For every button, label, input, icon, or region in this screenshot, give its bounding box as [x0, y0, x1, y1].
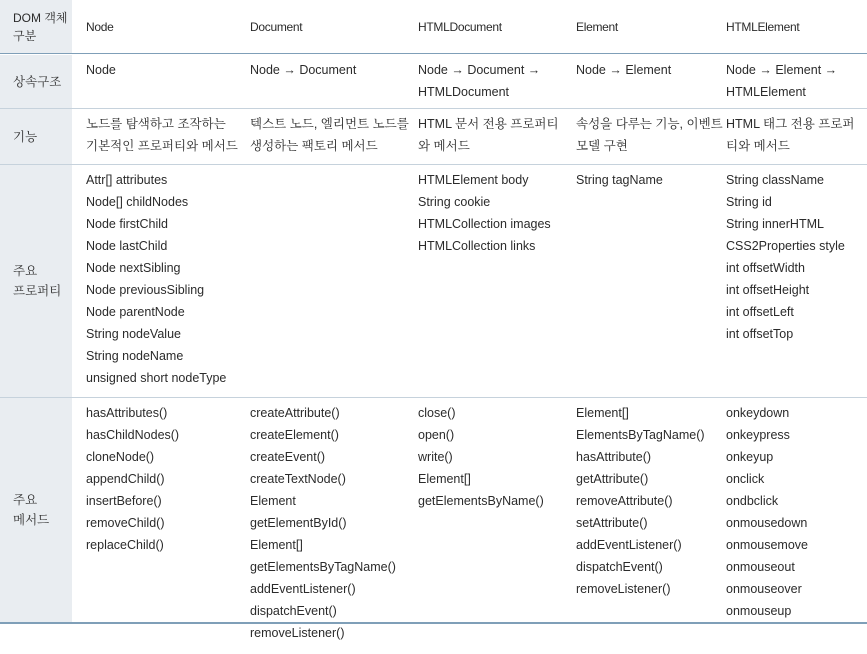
- cell-line: int offsetHeight: [726, 283, 810, 297]
- cell-line: onclick: [726, 472, 765, 486]
- cell-line: removeAttribute(): [576, 494, 673, 508]
- cell-line: removeListener(): [576, 582, 671, 596]
- cell-line: 티와 메서드: [726, 139, 790, 153]
- cell-line: Element: [250, 494, 296, 508]
- cell-line: 와 메서드: [418, 139, 470, 153]
- cell-htmldocument: [406, 55, 564, 108]
- row-label-line: 주요: [13, 264, 38, 278]
- cell-line: Node nextSibling: [86, 261, 181, 275]
- cell-line: int offsetTop: [726, 327, 794, 341]
- row-label-line: 메서드: [13, 513, 50, 527]
- cell-line: close(): [418, 406, 456, 420]
- cell-line: createEvent(): [250, 450, 326, 464]
- cell-line: Node lastChild: [86, 239, 168, 253]
- cell-line: onmousemove: [726, 538, 808, 552]
- cell-line: open(): [418, 428, 455, 442]
- cell-node: [72, 109, 238, 164]
- row-inheritance: [0, 55, 867, 108]
- cell-htmlelement: [714, 398, 867, 622]
- cell-node: [72, 398, 238, 622]
- cell-line: Node[] childNodes: [86, 195, 189, 209]
- cell-line: ElementsByTagName(): [576, 428, 705, 442]
- cell-line: onkeydown: [726, 406, 790, 420]
- cell-line: Element[]: [250, 538, 303, 552]
- row-methods: [0, 398, 867, 640]
- cell-document: [238, 398, 406, 640]
- cell-line: addEventListener(): [576, 538, 682, 552]
- header-label-cell: [0, 0, 72, 53]
- table-header-row: [0, 0, 867, 54]
- cell-line: Node → Document →: [418, 63, 541, 77]
- cell-element: [564, 165, 714, 397]
- cell-element: [564, 55, 714, 108]
- cell-line: HTML 문서 전용 프로퍼티: [418, 117, 559, 131]
- cell-document: [238, 55, 406, 108]
- cell-line: hasAttribute(): [576, 450, 652, 464]
- cell-line: unsigned short nodeType: [86, 371, 227, 385]
- cell-htmldocument: [406, 165, 564, 397]
- cell-line: String nodeName: [86, 349, 184, 363]
- cell-line: HTML 태그 전용 프로퍼: [726, 117, 855, 131]
- column-header-node: Node: [86, 19, 114, 34]
- cell-line: String className: [726, 173, 824, 187]
- header-label-line: 구분: [13, 28, 37, 43]
- row-label-cell: [0, 398, 72, 622]
- cell-line: Node firstChild: [86, 217, 168, 231]
- cell-line: insertBefore(): [86, 494, 162, 508]
- cell-document: [238, 109, 409, 164]
- cell-line: removeChild(): [86, 516, 165, 530]
- cell-line: 텍스트 노드, 엘리먼트 노드를: [250, 117, 409, 131]
- cell-line: getAttribute(): [576, 472, 649, 486]
- cell-line: HTMLCollection images: [418, 217, 551, 231]
- cell-line: 생성하는 팩토리 메서드: [250, 139, 378, 153]
- cell-line: removeListener(): [250, 626, 345, 640]
- cell-line: Node parentNode: [86, 305, 185, 319]
- cell-line: String id: [726, 195, 772, 209]
- cell-htmlelement: [714, 165, 867, 397]
- cell-line: getElementById(): [250, 516, 347, 530]
- cell-line: onmousedown: [726, 516, 808, 530]
- cell-line: write(): [418, 450, 453, 464]
- cell-line: Node → Element →: [726, 63, 838, 77]
- cell-line: Node → Document: [250, 63, 357, 77]
- row-label-line: 주요: [13, 493, 38, 507]
- cell-line: onkeyup: [726, 450, 774, 464]
- cell-line: setAttribute(): [576, 516, 648, 530]
- cell-line: onmouseout: [726, 560, 795, 574]
- cell-line: hasAttributes(): [86, 406, 168, 420]
- cell-line: createTextNode(): [250, 472, 346, 486]
- cell-line: Element[]: [576, 406, 629, 420]
- cell-element: [564, 109, 723, 164]
- cell-line: getElementsByName(): [418, 494, 544, 508]
- cell-line: onkeypress: [726, 428, 790, 442]
- cell-line: ondbclick: [726, 494, 779, 508]
- cell-line: HTMLDocument: [418, 85, 509, 99]
- cell-line: replaceChild(): [86, 538, 164, 552]
- cell-line: onmouseup: [726, 604, 792, 618]
- column-header-document: Document: [250, 19, 303, 34]
- cell-line: Node: [86, 63, 116, 77]
- cell-line: int offsetWidth: [726, 261, 805, 275]
- cell-line: getElementsByTagName(): [250, 560, 396, 574]
- cell-line: Attr[] attributes: [86, 173, 168, 187]
- cell-element: [564, 398, 714, 622]
- cell-line: int offsetLeft: [726, 305, 794, 319]
- cell-document: [238, 165, 406, 397]
- row-label-cell: [0, 109, 72, 164]
- row-label-line: 상속구조: [13, 74, 62, 89]
- row-function: [0, 109, 867, 164]
- cell-line: HTMLCollection links: [418, 239, 536, 253]
- cell-htmldocument: [406, 398, 564, 622]
- cell-line: Node → Element: [576, 63, 672, 77]
- row-properties: [0, 165, 867, 397]
- cell-line: createAttribute(): [250, 406, 340, 420]
- row-label-line: 프로퍼티: [13, 284, 62, 298]
- cell-htmlelement: [714, 109, 867, 164]
- cell-line: Node previousSibling: [86, 283, 205, 297]
- cell-line: String nodeValue: [86, 327, 181, 341]
- cell-htmlelement: [714, 55, 867, 108]
- cell-line: String cookie: [418, 195, 491, 209]
- cell-line: 기본적인 프로퍼티와 메서드: [86, 139, 238, 153]
- cell-line: String innerHTML: [726, 217, 824, 231]
- cell-line: 속성을 다루는 기능, 이벤트: [576, 117, 723, 131]
- row-label-cell: [0, 165, 72, 397]
- cell-line: String tagName: [576, 173, 663, 187]
- cell-line: 노드를 탐색하고 조작하는: [86, 117, 226, 131]
- cell-line: createElement(): [250, 428, 339, 442]
- cell-htmldocument: [406, 109, 564, 164]
- cell-node: [72, 55, 238, 108]
- cell-line: hasChildNodes(): [86, 428, 180, 442]
- header-label-line: DOM 객체: [13, 10, 68, 25]
- table-bottom-rule: [0, 622, 867, 624]
- column-header-htmldocument: HTMLDocument: [418, 19, 502, 34]
- cell-line: appendChild(): [86, 472, 165, 486]
- row-label-cell: [0, 55, 72, 108]
- cell-line: CSS2Properties style: [726, 239, 845, 253]
- cell-line: addEventListener(): [250, 582, 356, 596]
- cell-line: dispatchEvent(): [576, 560, 663, 574]
- column-header-htmlelement: HTMLElement: [726, 19, 800, 34]
- cell-line: onmouseover: [726, 582, 802, 596]
- cell-line: Element[]: [418, 472, 471, 486]
- cell-line: dispatchEvent(): [250, 604, 337, 618]
- cell-line: cloneNode(): [86, 450, 155, 464]
- row-label-line: 기능: [13, 129, 38, 144]
- column-header-element: Element: [576, 19, 618, 34]
- cell-node: [72, 165, 238, 397]
- cell-line: HTMLElement body: [418, 173, 529, 187]
- cell-line: HTMLElement: [726, 85, 806, 99]
- cell-line: 모델 구현: [576, 139, 628, 153]
